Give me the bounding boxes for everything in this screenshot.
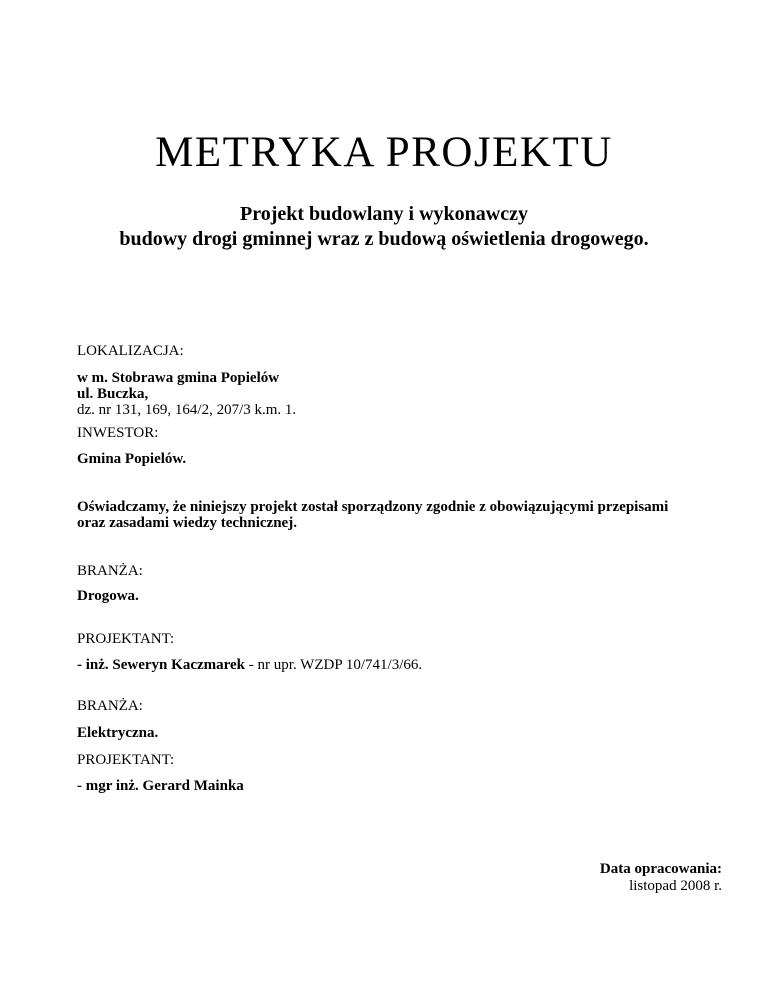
location-line-3: dz. nr 131, 169, 164/2, 207/3 k.m. 1.: [77, 402, 297, 418]
date-label: Data opracowania:: [599, 861, 722, 877]
location-line-2: ul. Buczka,: [77, 386, 149, 402]
project-subtitle-line-2: budowy drogi gminnej wraz z budową oświetlenia drogowego.: [119, 228, 649, 250]
designer-label-1: PROJEKTANT:: [77, 631, 175, 647]
designer-label-2: PROJEKTANT:: [77, 752, 175, 768]
investor-value: Gmina Popielów.: [77, 451, 187, 467]
designer-license-1: - nr upr. WZDP 10/741/3/66.: [245, 657, 423, 673]
document-title: METRYKA PROJEKTU: [155, 129, 613, 176]
location-line-1: w m. Stobrawa gmina Popielów: [77, 370, 280, 386]
branch-label-2: BRANŻA:: [77, 698, 143, 714]
branch-value-2: Elektryczna.: [77, 725, 159, 741]
branch-value-1: Drogowa.: [77, 588, 139, 604]
branch-label-1: BRANŻA:: [77, 563, 143, 579]
designer-name-1: - inż. Seweryn Kaczmarek: [77, 657, 246, 673]
location-label: LOKALIZACJA:: [77, 343, 184, 359]
project-subtitle-line-1: Projekt budowlany i wykonawczy: [240, 203, 528, 225]
designer-line-1: [77, 657, 422, 674]
designer-name-2: - mgr inż. Gerard Mainka: [77, 778, 244, 794]
investor-label: INWESTOR:: [77, 425, 159, 441]
declaration-line-2: oraz zasadami wiedzy technicznej.: [77, 515, 297, 531]
declaration-line-1: Oświadczamy, że niniejszy projekt został sporządzony zgodnie z obowiązującymi przepisami: [77, 499, 669, 515]
date-value: listopad 2008 r.: [629, 878, 722, 894]
